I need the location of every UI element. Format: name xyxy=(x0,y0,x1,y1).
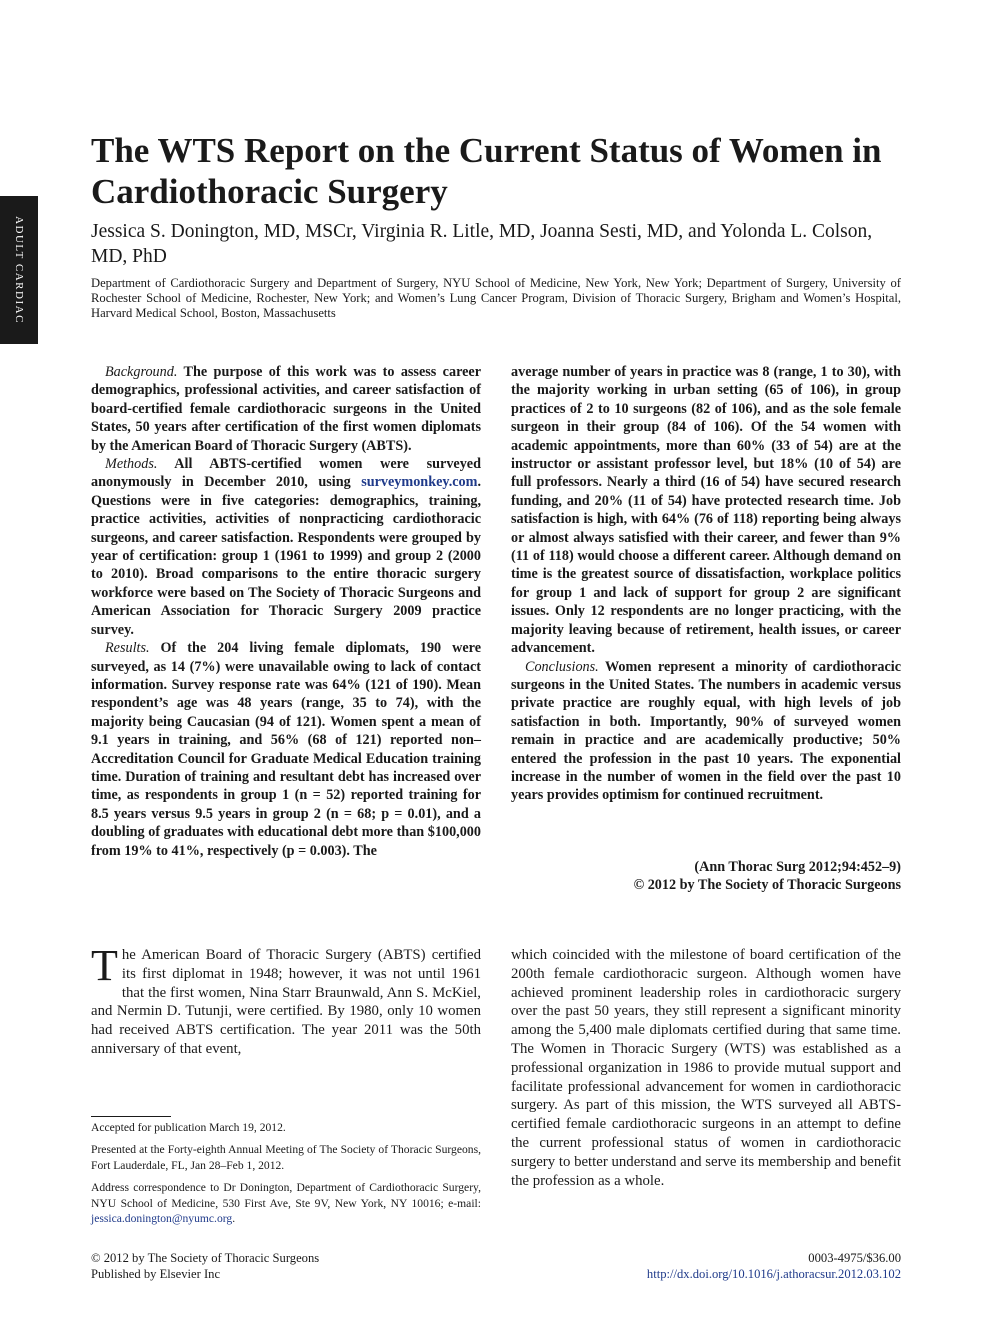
side-tab-label: ADULT CARDIAC xyxy=(13,216,25,324)
abstract-conclusions xyxy=(511,658,901,805)
methods-text-cont: . Questions were in five categories: demographics, training, practice activities, activities of nonpracticing cardiothoracic surgeons, and career satisfaction. Respondents were grouped by year of certification: group 1 (1961 to 1999) and group 2 (2000 to 2010). Broad comparisons to the entire thoracic surgery workforce were based on The Society of Thoracic Surgeons and American Association for Thoracic Surgery 2009 practice survey. xyxy=(91,474,481,638)
correspondence-text: Address correspondence to Dr Donington, Department of Cardiothoracic Surgery, NYU School of Medicine, 530 First Ave, Ste 9V, New York, NY 10016; e-mail: xyxy=(91,1181,481,1210)
abstract-methods xyxy=(91,455,481,639)
footnotes xyxy=(91,1120,481,1233)
surveymonkey-link[interactable]: surveymonkey.com xyxy=(361,474,478,491)
methods-label: Methods. xyxy=(105,456,158,473)
background-text: The purpose of this work was to assess career demographics, professional activities, and career satisfaction of board-certified female cardiothoracic surgeons in the United States, 50 years after certification of the first women diplomats by the American Board of Thoracic Surgery (ABTS). xyxy=(91,364,482,454)
methods-text: All ABTS-certified women were surveyed anonymously in December 2010, using xyxy=(91,456,481,491)
drop-cap: T xyxy=(91,941,118,990)
footer-right xyxy=(511,1251,901,1282)
intro-paragraph-cont: which coincided with the milestone of board certification of the 200th female cardiothoracic surgeon. Although women have achieved prominent leadership roles in cardiothoracic surgery over the past 50 years, they still represent a significant minority among the 5,400 male diplomats certified during that same time. The Women in Thoracic Surgery (WTS) was established as a professional organization in 1986 to provide mutual support and facilitate professional advancement for women in cardiothoracic surgery. As part of this mission, the WTS surveyed all ABTS-certified female cardiothoracic surgeons in an attempt to define the current professional status of women in cardiothoracic surgery to better understand and serve its membership and benefit the profession as a whole. xyxy=(511,947,901,1189)
body-left-column xyxy=(91,941,481,1059)
body-right-column xyxy=(511,946,901,1190)
intro-text: he American Board of Thoracic Surgery (ABTS) certified its first diplomat in 1948; however, it was not until 1961 that the first women, Nina Starr Braunwald, Ann S. McKiel, and Nermin D. Tutunji, were certified. By 1980, only 10 women had received ABTS certification. The year 2011 was the 50th anniversary of that event, xyxy=(91,947,481,1057)
conclusions-text: Women represent a minority of cardiothoracic surgeons in the United States. The numbers in academic versus private practice are roughly equal, with high levels of job satisfaction in both. Importantly, 90% of surveyed women remain in practice and are academically productive; 50% entered the profession in the past 10 years. The exponential increase in the number of women in the field over the past 10 years provides optimism for continued recruitment. xyxy=(511,658,901,804)
footnote-divider xyxy=(91,1116,171,1117)
footnote-accepted: Accepted for publication March 19, 2012. xyxy=(91,1121,286,1134)
abstract-right-column xyxy=(511,363,901,805)
section-side-tab xyxy=(0,196,38,344)
footer-copyright: © 2012 by The Society of Thoracic Surgeons xyxy=(91,1251,320,1265)
citation-copyright: © 2012 by The Society of Thoracic Surgeons xyxy=(633,877,901,894)
intro-paragraph xyxy=(91,941,481,1059)
abstract-left-column xyxy=(91,363,481,860)
footnote-correspondence xyxy=(91,1180,481,1226)
affiliations: Department of Cardiothoracic Surgery and Department of Surgery, NYU School of Medicine, New York, New York; Department of Surgery, University of Rochester School of Medicine, Rochester, New York; and Women’s Lung Cancer Program, Division of Thoracic Surgery, Brigham and Women’s Hospital, Harvard Medical School, Boston, Massachusetts xyxy=(91,276,901,320)
abstract-results xyxy=(91,639,481,860)
citation-journal: (Ann Thorac Surg 2012;94:452–9) xyxy=(694,859,901,875)
article-title: The WTS Report on the Current Status of Women in Cardiothoracic Surgery xyxy=(91,131,882,211)
footnote-presented: Presented at the Forty-eighth Annual Meeting of The Society of Thoracic Surgeons, Fort Lauderdale, FL, Jan 28–Feb 1, 2012. xyxy=(91,1143,481,1172)
results-text: Of the 204 living female diplomats, 190 were surveyed, as 14 (7%) were unavailable owing to lack of contact information. Survey response rate was 64% (121 of 190). Mean respondent’s age was 48 years (range, 35 to 74), with the majority being Caucasian (94 of 121). Women spent a mean of 9.1 years in training, and 56% (68 of 121) reported non–Accreditation Council for Graduate Medical Education training time. Duration of training and resultant debt has increased over time, as respondents in group 1 (n = 52) reported training for 8.5 years versus 9.5 years in group 2 (n = 68; p = 0.01), and a doubling of graduates with educational debt more than $100,000 from 19% to 41%, respectively (p = 0.003). The xyxy=(91,640,482,859)
abstract-background xyxy=(91,363,481,455)
footer-price: 0003-4975/$36.00 xyxy=(808,1251,901,1265)
author-list: Jessica S. Donington, MD, MSCr, Virginia R. Litle, MD, Joanna Sesti, MD, and Yolonda L. Colson, MD, PhD xyxy=(91,221,873,267)
conclusions-label: Conclusions. xyxy=(525,658,599,675)
results-label: Results. xyxy=(105,640,150,657)
correspondence-end: . xyxy=(232,1212,236,1226)
citation-block xyxy=(511,858,901,895)
background-label: Background. xyxy=(105,364,178,380)
doi-link[interactable]: http://dx.doi.org/10.1016/j.athoracsur.2012.03.102 xyxy=(646,1266,901,1281)
footer-publisher: Published by Elsevier Inc xyxy=(91,1266,221,1281)
footer-left xyxy=(91,1251,481,1282)
email-link[interactable]: jessica.donington@nyumc.org xyxy=(91,1212,233,1226)
abstract-results-cont: average number of years in practice was 8 (range, 1 to 30), with the majority working in urban setting (65 of 106), in group practices of 2 to 10 surgeons (82 of 106), and as the sole female surgeon in their group (84 of 106). Of the 54 women with academic appointments, more than 60% (33 of 54) are at the instructor or assistant professor level, but 18% (10 of 54) are full professors. Nearly a third (16 of 54) have secured research funding, and 20% (11 of 54) have protected research time. Job satisfaction is high, with 64% (76 of 118) reporting being always or almost always satisfied with their career, and fewer than 9% (11 of 118) would choose a different career. Although demand on time is the greatest source of dissatisfaction, workplace politics for group 1 and lack of support for group 2 are significant issues. Only 12 respondents are no longer practicing, with the majority leaving because of retirement, health issues, or career advancement. xyxy=(511,364,901,657)
